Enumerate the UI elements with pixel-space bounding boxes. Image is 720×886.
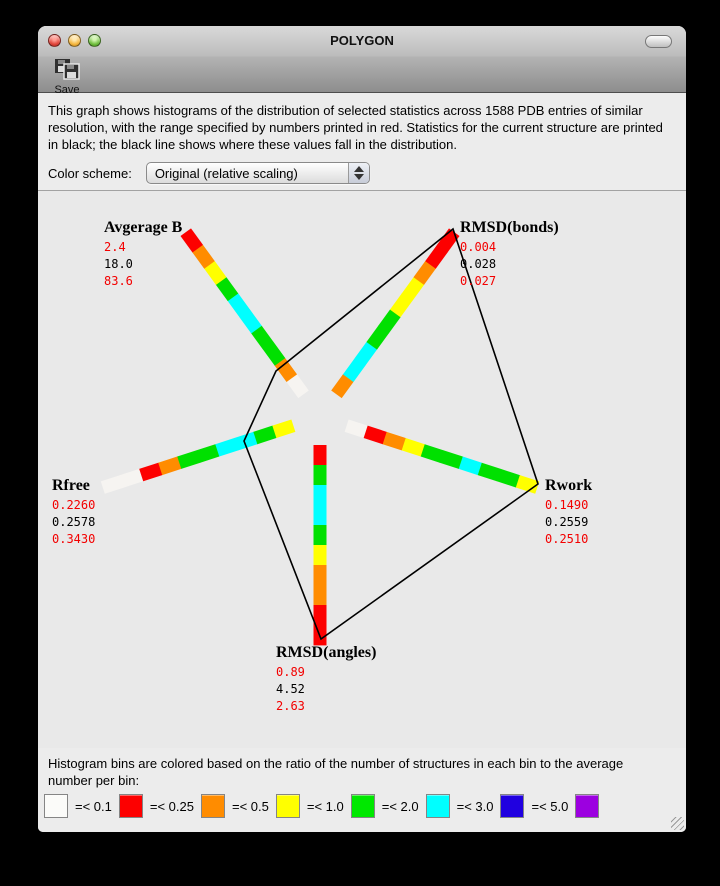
histogram-bin	[314, 445, 327, 465]
radar-plot-panel	[38, 190, 686, 749]
legend-row	[44, 794, 599, 818]
axis-current-value: 18.0	[104, 257, 133, 271]
legend-label: =< 0.1	[75, 798, 112, 814]
histogram-bin	[101, 475, 124, 494]
axis-range-value: 0.2260	[52, 498, 96, 512]
chevron-up-icon	[354, 166, 364, 172]
axis-name: Avgerage B	[104, 219, 183, 236]
histogram-arm	[331, 228, 459, 398]
axis-current-value: 0.2559	[545, 515, 589, 529]
legend-swatch	[351, 794, 375, 818]
chevron-down-icon	[354, 174, 364, 180]
color-scheme-row	[48, 162, 370, 184]
histogram-bin	[314, 505, 327, 525]
axis-current-value: 4.52	[276, 682, 305, 696]
resize-grip-icon[interactable]	[671, 817, 684, 830]
axis-range-value: 2.63	[276, 699, 305, 713]
histogram-bin	[314, 465, 327, 485]
axis-name: Rwork	[545, 477, 593, 494]
histogram-bin	[314, 605, 327, 625]
window-title: POLYGON	[330, 33, 394, 48]
polygon-window	[38, 26, 686, 832]
histogram-bin	[314, 545, 327, 565]
axis-name: RMSD(angles)	[276, 644, 377, 661]
save-button-label: Save	[54, 84, 80, 96]
color-scheme-label: Color scheme:	[48, 165, 132, 181]
toolbar-toggle-button[interactable]	[645, 35, 672, 48]
histogram-bin	[314, 565, 327, 585]
axis-current-value: 0.2578	[52, 515, 96, 529]
histogram-bin	[314, 485, 327, 505]
window-chrome	[38, 26, 686, 96]
legend-label: =< 5.0	[531, 798, 569, 814]
axis-range-value: 0.89	[276, 665, 305, 679]
histogram-bin	[314, 585, 327, 605]
legend-swatch	[201, 794, 225, 818]
axis-current-value: 0.028	[460, 257, 497, 271]
radar-histogram-chart	[38, 191, 686, 748]
histogram-arm	[180, 228, 308, 398]
color-scheme-selected: Original (relative scaling)	[154, 166, 298, 181]
axis-name: Rfree	[52, 477, 90, 494]
axis-range-value: 0.004	[460, 240, 497, 254]
axis-range-value: 0.3430	[52, 532, 96, 546]
legend-label: =< 2.0	[381, 798, 419, 814]
legend-swatch	[276, 794, 300, 818]
floppy-disk-icon	[54, 58, 81, 80]
legend-panel	[38, 748, 686, 832]
dropdown-stepper	[348, 163, 369, 183]
legend-description: Histogram bins are colored based on the ratio of the number of structures in each bin to the average number per bin:	[48, 756, 624, 788]
legend-swatch	[44, 794, 68, 818]
histogram-arm	[101, 419, 296, 493]
legend-label: =< 1.0	[306, 798, 344, 814]
histogram-arm	[345, 419, 540, 493]
axis-name: RMSD(bonds)	[460, 219, 559, 236]
legend-label: =< 0.25	[149, 798, 194, 814]
legend-swatch	[426, 794, 450, 818]
legend-swatch	[575, 794, 599, 818]
axis-range-value: 2.4	[104, 240, 126, 254]
color-scheme-dropdown[interactable]	[146, 162, 370, 184]
axis-range-value: 0.027	[460, 274, 497, 288]
legend-label: =< 0.5	[231, 798, 269, 814]
axis-range-value: 83.6	[104, 274, 133, 288]
legend-swatch	[119, 794, 143, 818]
histogram-arm	[314, 445, 327, 645]
intro-text: This graph shows histograms of the distribution of selected statistics across 1588 PDB entries of similar resolution, with the range specified by numbers printed in red. Statistics for the current structure are printed in black; the black line shows where these values fall in the distribution.	[48, 103, 663, 152]
legend-label: =< 3.0	[456, 798, 494, 814]
title-bar[interactable]	[38, 26, 686, 56]
save-button[interactable]	[46, 58, 88, 96]
axis-range-value: 0.2510	[545, 532, 589, 546]
histogram-bin	[314, 525, 327, 545]
legend-swatch	[500, 794, 524, 818]
axis-range-value: 0.1490	[545, 498, 589, 512]
